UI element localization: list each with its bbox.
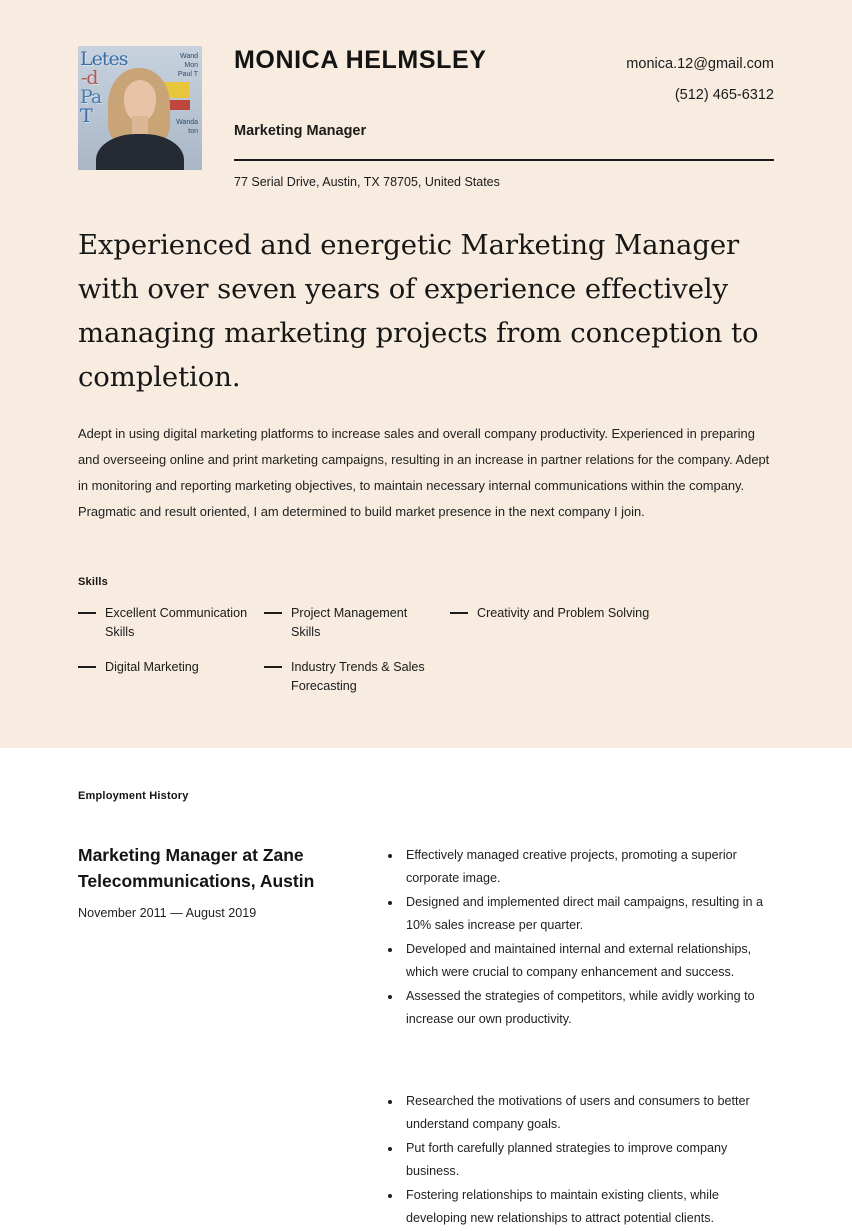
employment-entry	[78, 842, 774, 1231]
employment-section	[0, 748, 852, 1231]
employment-bullet-list-continued	[384, 1090, 774, 1230]
dash-icon	[264, 666, 282, 669]
dash-icon	[78, 666, 96, 669]
summary-section	[0, 189, 852, 525]
list-item: • Researched the motivations of users and consumers to better understand company goals.	[402, 1090, 774, 1136]
skills-section	[0, 538, 852, 696]
employment-left-column	[78, 842, 366, 1231]
skill-label: Creativity and Problem Solving	[477, 605, 650, 620]
employment-role: Marketing Manager at Zane Telecommunications, Austin	[78, 845, 315, 891]
skill-item	[450, 604, 774, 642]
dash-icon	[78, 612, 96, 615]
list-item: • Put forth carefully planned strategies to improve company business.	[402, 1137, 774, 1183]
job-title: Marketing Manager	[234, 123, 367, 139]
employment-section-label: Employment History	[78, 790, 189, 802]
employment-right-column	[384, 842, 774, 1231]
skill-item	[78, 604, 264, 642]
skill-label: Excellent Communication Skills	[105, 605, 248, 639]
bullet-group-spacer	[384, 1032, 774, 1088]
dash-icon	[264, 612, 282, 615]
name-and-contact-row	[234, 46, 774, 111]
list-item: • Developed and maintained internal and external relationships, which were crucial to company enhancement and success.	[402, 938, 774, 984]
skill-empty-cell	[450, 658, 774, 696]
avatar-poster-bottom-text: Wanda ton	[176, 119, 198, 135]
email-value[interactable]: monica.12@gmail.com	[626, 56, 774, 72]
avatar-person-neck	[132, 116, 148, 136]
employment-dates: November 2011 — August 2019	[78, 906, 257, 920]
dash-icon	[450, 612, 468, 615]
avatar-graffiti-line-3: Pa	[80, 86, 102, 108]
skill-item	[264, 658, 450, 696]
header-divider	[234, 159, 774, 161]
skill-label: Project Management Skills	[291, 605, 408, 639]
header-text-block	[202, 46, 774, 189]
skill-label: Industry Trends & Sales Forecasting	[291, 659, 425, 693]
list-item: • Designed and implemented direct mail campaigns, resulting in a 10% sales increase per quarter.	[402, 891, 774, 937]
avatar	[78, 46, 202, 170]
summary-paragraph: Adept in using digital marketing platforms to increase sales and overall company productivity. Experienced in preparing and overseeing online and print marketing campaigns, resulting in an increase in partner relations for the company. Adept in monitoring and reporting marketing objectives, to maintain necessary internal communications within the company. Pragmatic and result oriented, I am determined to build market presence in the next company I join.	[78, 426, 770, 519]
skills-section-label: Skills	[78, 575, 108, 588]
resume-header	[0, 0, 852, 189]
list-item: • Fostering relationships to maintain existing clients, while developing new relationships to attract potential clients.	[402, 1184, 774, 1230]
summary-headline: Experienced and energetic Marketing Manager with over seven years of experience effectively managing marketing projects from conception to completion.	[78, 229, 759, 393]
avatar-poster-top-text: Wand Mon Paul T	[177, 53, 198, 78]
address-value: 77 Serial Drive, Austin, TX 78705, United States	[234, 175, 500, 189]
avatar-graffiti-line-1: Letes	[80, 48, 128, 70]
skill-item	[78, 658, 264, 696]
skills-grid	[78, 604, 774, 696]
skill-item	[264, 604, 450, 642]
page-title: MONICA HELMSLEY	[234, 46, 487, 74]
list-item: • Effectively managed creative projects, promoting a superior corporate image.	[402, 844, 774, 890]
avatar-graffiti-line-2: -d	[81, 67, 98, 89]
phone-value[interactable]: (512) 465-6312	[674, 87, 774, 103]
employment-bullet-list	[384, 844, 774, 1031]
skill-label: Digital Marketing	[105, 659, 199, 674]
job-title-row	[234, 122, 774, 140]
list-item: • Assessed the strategies of competitors, while avidly working to increase our own productivity.	[402, 985, 774, 1031]
contact-block	[626, 49, 774, 111]
avatar-graffiti-line-4: T	[80, 105, 92, 127]
